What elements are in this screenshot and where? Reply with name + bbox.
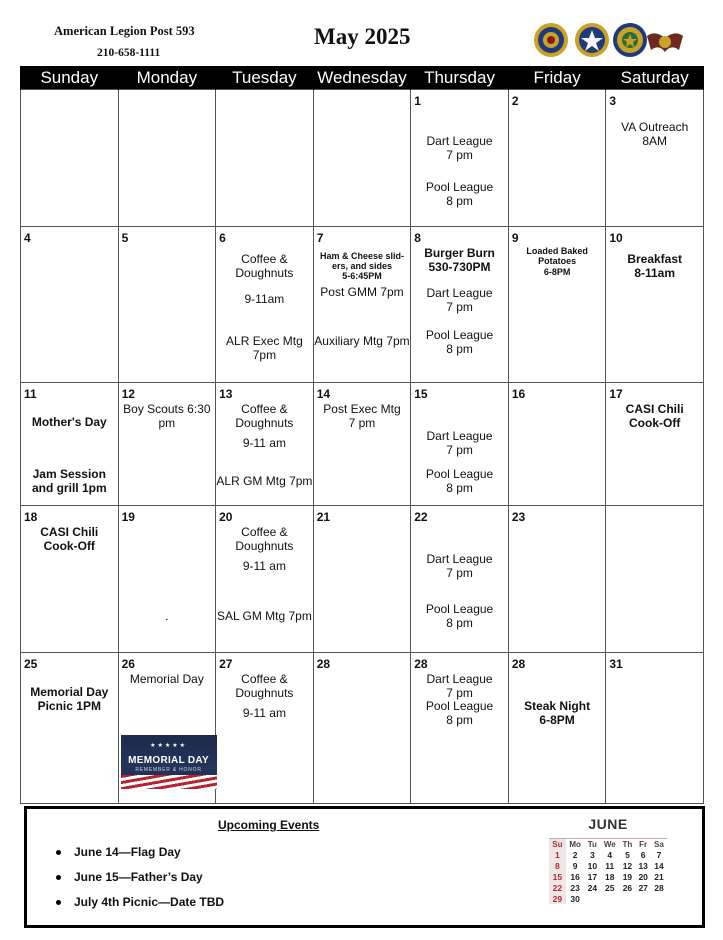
- mini-day: 28: [654, 882, 664, 893]
- week-row: [21, 383, 704, 506]
- mini-day: [651, 893, 667, 904]
- weekday-header: Tuesday: [216, 66, 314, 90]
- event-text: 9-11 am: [242, 436, 286, 450]
- day-number: 17: [609, 387, 623, 401]
- mini-weekday-header: Sa: [651, 839, 667, 850]
- mini-day: 30: [570, 893, 580, 904]
- mini-day: 25: [605, 882, 615, 893]
- day-cell: [508, 506, 606, 653]
- event-text: 8 pm: [446, 194, 473, 208]
- weekday-header: Friday: [508, 66, 606, 90]
- day-cell: [313, 383, 411, 506]
- mini-day: 19: [622, 871, 633, 882]
- mini-header-row: [549, 839, 667, 850]
- event-text: Dart League: [426, 134, 493, 148]
- event-text: 9-11 am: [242, 706, 286, 720]
- event-text: Pool League: [425, 602, 494, 616]
- upcoming-events-list: [56, 845, 224, 920]
- event-text: Doughnuts: [235, 266, 294, 280]
- event-text: 7pm: [252, 348, 277, 362]
- mini-week-row: [549, 849, 667, 860]
- mini-week-row: [549, 871, 667, 882]
- day-number: 22: [414, 510, 428, 524]
- day-cell: [313, 653, 411, 804]
- day-cell: [216, 383, 314, 506]
- day-number: 28: [414, 657, 428, 671]
- day-cell: [21, 383, 119, 506]
- mini-day: 29: [549, 893, 566, 904]
- mini-day: 9: [572, 860, 578, 871]
- day-cell: [313, 90, 411, 227]
- event-text: Steak Night: [524, 699, 591, 713]
- day-number: 25: [24, 657, 38, 671]
- mini-day: 3: [589, 849, 595, 860]
- event-text: Auxiliary Mtg 7pm: [314, 334, 410, 348]
- day-cell: [508, 383, 606, 506]
- event-text: Pool League: [425, 699, 494, 713]
- mini-day: 11: [605, 860, 615, 871]
- day-cell: [216, 227, 314, 383]
- mini-week-row: [549, 860, 667, 871]
- mini-day: [585, 893, 600, 904]
- event-text: 9-11am: [244, 292, 285, 306]
- mini-day: 26: [622, 882, 633, 893]
- upcoming-event-item: June 15—Father’s Day: [56, 870, 224, 895]
- event-text: and grill 1pm: [31, 481, 107, 495]
- event-text: Mother's Day: [31, 415, 107, 429]
- day-number: 21: [316, 510, 331, 524]
- day-number: 5: [121, 231, 129, 245]
- event-text: 8 pm: [446, 481, 473, 495]
- event-text: Doughnuts: [235, 686, 294, 700]
- event-text: Coffee &: [241, 402, 288, 416]
- day-number: 7: [316, 231, 324, 245]
- event-text: Cook-Off: [43, 539, 95, 553]
- day-cell: [118, 227, 216, 383]
- weekday-header: Thursday: [411, 66, 509, 90]
- mini-calendar-table: [549, 838, 667, 904]
- day-number: 18: [24, 510, 38, 524]
- mini-day: 13: [638, 860, 648, 871]
- day-number: 10: [609, 231, 623, 245]
- event-text: Coffee &: [241, 525, 288, 539]
- month-title: May 2025: [314, 24, 411, 49]
- event-text: 5-6:45PM: [342, 271, 382, 281]
- event-text: Pool League: [425, 180, 494, 194]
- mini-week-row: [549, 882, 667, 893]
- event-text: 8 pm: [446, 616, 473, 630]
- post-phone: 210-658-1111: [97, 47, 161, 59]
- mini-day: 2: [572, 849, 578, 860]
- memorial-day-image: [121, 735, 217, 789]
- day-cell: [216, 90, 314, 227]
- day-cell: [606, 383, 704, 506]
- mini-weekday-header: Su: [549, 839, 566, 850]
- mini-day: 4: [607, 849, 613, 860]
- event-text: Coffee &: [241, 252, 288, 266]
- event-text: Cook-Off: [629, 416, 681, 430]
- day-number: 12: [121, 387, 135, 401]
- mini-week-row: [549, 893, 667, 904]
- week-row: [21, 227, 704, 383]
- event-text: 530-730PM: [428, 260, 491, 274]
- mini-day: 10: [587, 860, 598, 871]
- mini-day: 7: [656, 849, 662, 860]
- event-text: Ham & Cheese slid-: [319, 251, 404, 261]
- day-number: 31: [609, 657, 623, 671]
- event-text: 7 pm: [348, 416, 376, 430]
- day-number: 11: [24, 387, 37, 401]
- mini-day: 8: [549, 860, 566, 871]
- event-text: 7 pm: [446, 566, 473, 580]
- event-text: Doughnuts: [235, 539, 294, 553]
- event-text: 7 pm: [446, 686, 473, 700]
- memorial-image-subtitle: REMEMBER & HONOR: [135, 767, 202, 773]
- weekday-header-row: [21, 66, 704, 90]
- mini-day: 6: [640, 849, 646, 860]
- mini-day: 20: [638, 871, 648, 882]
- day-cell: [508, 227, 606, 383]
- day-cell: [508, 653, 606, 804]
- event-text: 8-11am: [634, 266, 676, 280]
- american-legion-emblem-icon: [533, 22, 569, 58]
- day-number: 20: [219, 510, 233, 524]
- event-text: Memorial Day: [30, 685, 109, 699]
- day-number: 1: [414, 94, 421, 108]
- day-cell: [411, 653, 509, 804]
- day-cell: [606, 90, 704, 227]
- event-text: Jam Session: [32, 467, 106, 481]
- mini-weekday-header: Th: [619, 839, 635, 850]
- mini-day: [635, 893, 650, 904]
- day-cell: [313, 227, 411, 383]
- day-number: 2: [511, 94, 519, 108]
- mini-day: 23: [570, 882, 580, 893]
- mini-day: 16: [570, 871, 580, 882]
- event-text: Post Exec Mtg: [323, 402, 401, 416]
- day-cell: [606, 227, 704, 383]
- day-cell: [606, 506, 704, 653]
- day-cell: [411, 506, 509, 653]
- event-text: .: [165, 609, 169, 623]
- event-text: Coffee &: [241, 672, 288, 686]
- upcoming-events-box: [24, 806, 705, 928]
- day-number: 15: [414, 387, 428, 401]
- mini-day: 5: [625, 849, 630, 860]
- mini-day: 12: [622, 860, 633, 871]
- event-text: 8 pm: [446, 342, 473, 356]
- event-text: VA Outreach: [621, 120, 689, 134]
- event-text: Burger Burn: [424, 246, 495, 260]
- legion-riders-emblem-icon: [645, 22, 685, 58]
- event-text: 7 pm: [446, 443, 473, 457]
- day-cell: [411, 383, 509, 506]
- day-cell: [118, 90, 216, 227]
- mini-day: 27: [638, 882, 648, 893]
- event-text: Dart League: [426, 429, 493, 443]
- day-number: 28: [511, 657, 526, 671]
- week-row: [21, 90, 704, 227]
- day-number: 23: [511, 510, 526, 524]
- week-row: [21, 506, 704, 653]
- event-text: 8AM: [642, 134, 668, 148]
- event-text: Dart League: [426, 672, 493, 686]
- day-cell: [21, 90, 119, 227]
- event-text: CASI Chili: [40, 525, 99, 539]
- day-number: 27: [219, 657, 233, 671]
- event-text: ALR Exec Mtg: [226, 334, 303, 348]
- day-number: 9: [511, 231, 519, 245]
- mini-weekday-header: Mo: [566, 839, 585, 850]
- event-text: pm: [158, 416, 176, 430]
- mini-day: 21: [654, 871, 664, 882]
- flag-stripes-icon: [121, 775, 217, 789]
- week-row: [21, 653, 704, 804]
- event-text: ALR GM Mtg 7pm: [216, 474, 313, 488]
- mini-weekday-header: Tu: [585, 839, 600, 850]
- day-number: 6: [219, 231, 226, 245]
- day-cell: [508, 90, 606, 227]
- mini-day: 1: [549, 849, 566, 860]
- event-text: CASI Chili: [625, 402, 684, 416]
- mini-weekday-header: Fr: [635, 839, 650, 850]
- day-cell: [606, 653, 704, 804]
- event-text: ers, and sides: [331, 261, 392, 271]
- event-text: 8 pm: [446, 713, 473, 727]
- event-text: SAL GM Mtg 7pm: [216, 609, 312, 623]
- day-cell: [21, 653, 119, 804]
- weekday-header: Monday: [118, 66, 216, 90]
- day-cell: [216, 506, 314, 653]
- event-text: 7 pm: [446, 148, 473, 162]
- weekday-header: Saturday: [606, 66, 704, 90]
- event-text: 6-8PM: [539, 713, 575, 727]
- day-cell: [21, 227, 119, 383]
- mini-weekday-header: We: [600, 839, 619, 850]
- event-text: Doughnuts: [235, 416, 294, 430]
- day-number: 28: [316, 657, 331, 671]
- day-cell: [118, 383, 216, 506]
- post-name: American Legion Post 593: [54, 24, 195, 38]
- mini-day: 22: [549, 882, 566, 893]
- day-number: 3: [609, 94, 617, 108]
- event-text: Memorial Day: [129, 672, 204, 686]
- stars-icon: ★★★★★: [150, 743, 188, 749]
- event-text: 6-8PM: [543, 267, 571, 277]
- day-number: 4: [24, 231, 31, 245]
- event-text: Picnic 1PM: [37, 699, 101, 713]
- day-cell: [313, 506, 411, 653]
- mini-day: [619, 893, 635, 904]
- june-mini-calendar: [549, 816, 667, 904]
- auxiliary-emblem-icon: [574, 22, 610, 58]
- day-cell: [118, 506, 216, 653]
- mini-day: 18: [605, 871, 615, 882]
- calendar-grid: [20, 66, 704, 804]
- weekday-header: Sunday: [21, 66, 119, 90]
- event-text: Loaded Baked: [526, 246, 588, 256]
- mini-day: 17: [587, 871, 598, 882]
- mini-calendar-title: JUNE: [588, 816, 628, 832]
- mini-day: 15: [549, 871, 566, 882]
- upcoming-event-item: July 4th Picnic—Date TBD: [56, 895, 224, 920]
- day-cell: [411, 90, 509, 227]
- upcoming-event-item: June 14—Flag Day: [56, 845, 224, 870]
- sal-emblem-icon: [612, 22, 648, 58]
- event-text: Pool League: [425, 328, 494, 342]
- day-number: 19: [121, 510, 135, 524]
- upcoming-events-title: Upcoming Events: [218, 818, 320, 832]
- day-number: 8: [414, 231, 421, 245]
- day-number: 13: [219, 387, 233, 401]
- mini-day: 14: [654, 860, 664, 871]
- event-text: Potatoes: [538, 256, 577, 266]
- event-text: 9-11 am: [242, 559, 286, 573]
- event-text: Dart League: [426, 286, 493, 300]
- mini-day: 24: [587, 882, 598, 893]
- event-text: Dart League: [426, 552, 493, 566]
- mini-day: [600, 893, 619, 904]
- event-text: Pool League: [425, 467, 494, 481]
- day-cell: [216, 653, 314, 804]
- day-number: 14: [316, 387, 331, 401]
- event-text: Breakfast: [627, 252, 683, 266]
- weekday-header: Wednesday: [313, 66, 411, 90]
- day-number: 16: [511, 387, 526, 401]
- day-cell: [411, 227, 509, 383]
- day-number: 26: [121, 657, 135, 671]
- day-cell: [118, 653, 216, 804]
- day-cell: [21, 506, 119, 653]
- event-text: 7 pm: [446, 300, 473, 314]
- memorial-image-title: MEMORIAL DAY: [128, 755, 209, 766]
- event-text: Post GMM 7pm: [320, 285, 404, 299]
- event-text: Boy Scouts 6:30: [123, 402, 211, 416]
